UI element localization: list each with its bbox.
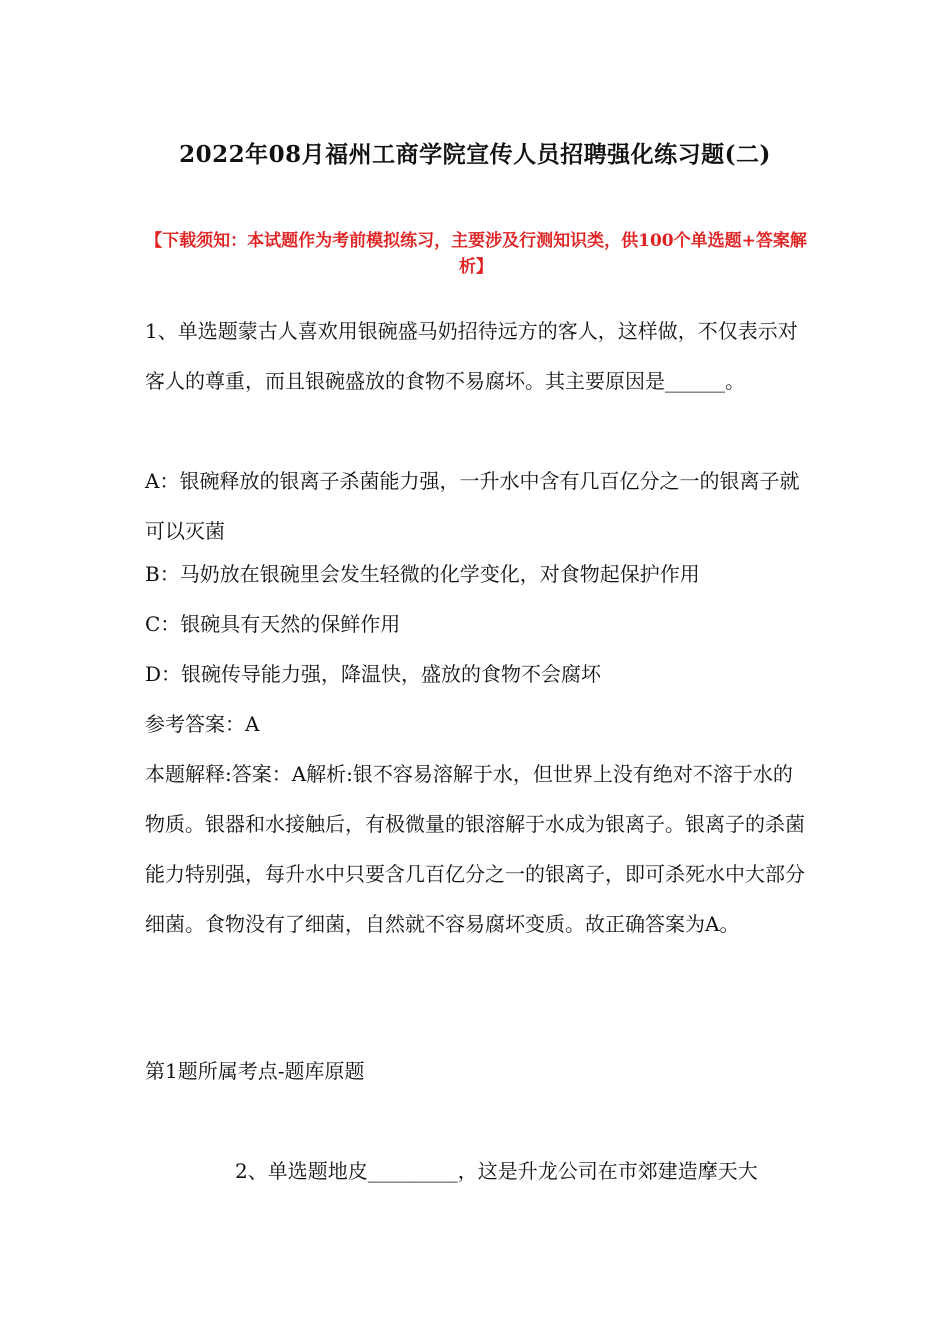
- question-2-stem: 2、单选题地皮_________，这是升龙公司在市郊建造摩天大: [235, 1159, 758, 1183]
- question-1-answer: 参考答案：A: [145, 712, 260, 736]
- question-1-option-b: B：马奶放在银碗里会发生轻微的化学变化，对食物起保护作用: [145, 562, 700, 586]
- question-1-option-d: D：银碗传导能力强，降温快，盛放的食物不会腐坏: [145, 662, 602, 686]
- question-1-stem: 1、单选题蒙古人喜欢用银碗盛马奶招待远方的客人，这样做，不仅表示对客人的尊重，而且银碗盛放的食物不易腐坏。其主要原因是______。: [145, 319, 798, 393]
- download-notice: 【下载须知：本试题作为考前模拟练习，主要涉及行测知识类，供100个单选题+答案解析】: [145, 231, 807, 277]
- question-1-option-a: A：银碗释放的银离子杀菌能力强，一升水中含有几百亿分之一的银离子就可以灭菌: [145, 469, 800, 543]
- question-1-option-c: C：银碗具有天然的保鲜作用: [145, 612, 401, 636]
- question-1-explanation: 本题解释:答案：A解析:银不容易溶解于水，但世界上没有绝对不溶于水的物质。银器和水接触后，有极微量的银溶解于水成为银离子。银离子的杀菌能力特别强，每升水中只要含几百亿分之一的银离子，即可杀死水中大部分细菌。食物没有了细菌，自然就不容易腐坏变质。故正确答案为A。: [145, 762, 805, 936]
- question-1-topic: 第1题所属考点-题库原题: [145, 1059, 365, 1083]
- document-title: 2022年08月福州工商学院宣传人员招聘强化练习题(二): [179, 141, 771, 168]
